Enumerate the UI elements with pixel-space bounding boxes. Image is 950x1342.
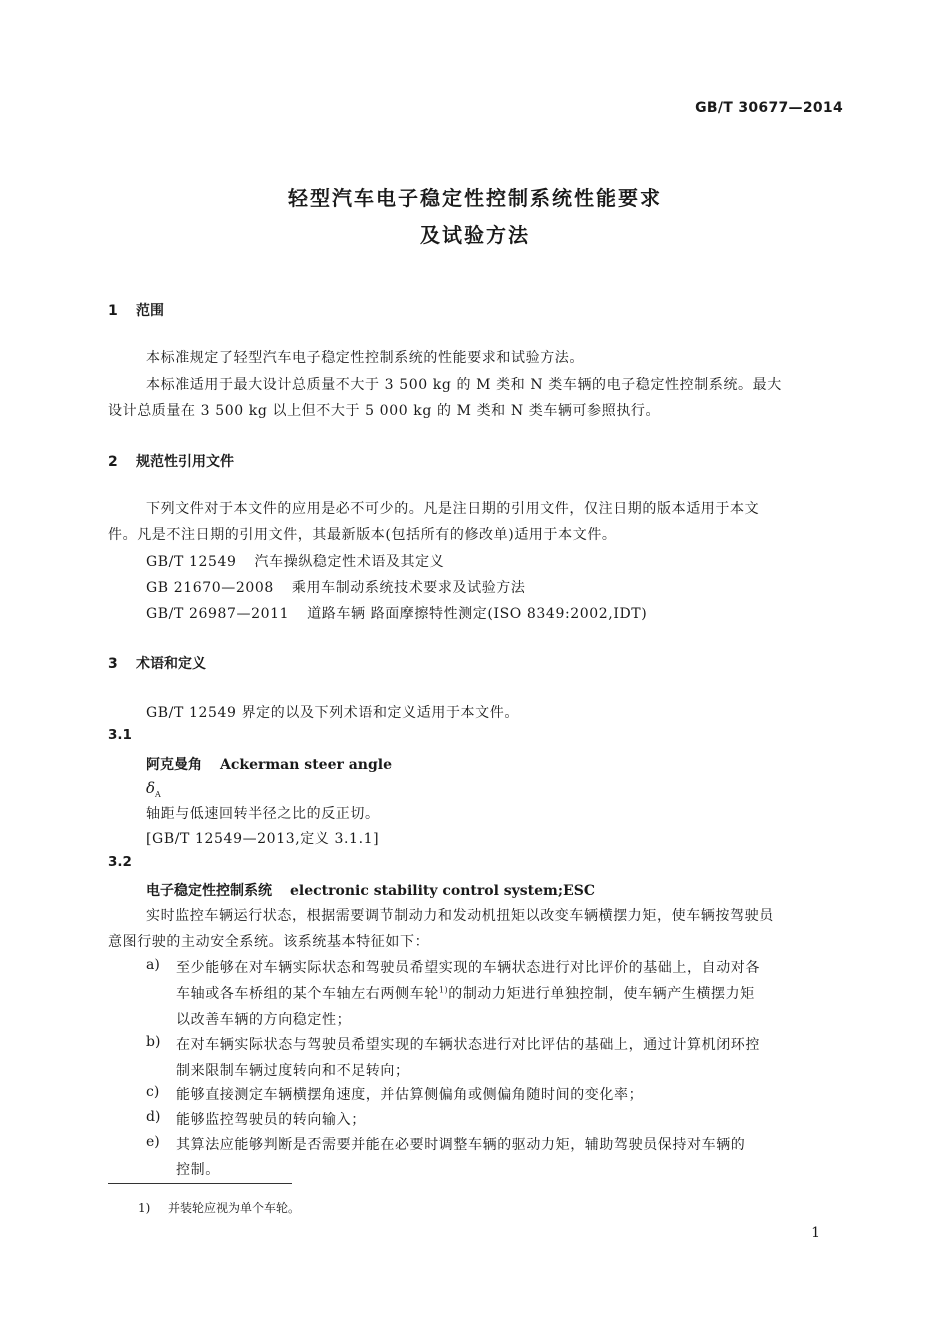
list-marker: b) [146, 1034, 161, 1050]
list-marker: c) [146, 1084, 160, 1100]
list-item-text-part: 的制动力矩进行单独控制，使车辆产生横摆力矩 [448, 986, 755, 1002]
reference-title: 汽车操纵稳定性术语及其定义 [254, 554, 445, 570]
term-heading [146, 754, 392, 774]
symbol-subscript: A [155, 790, 161, 799]
page-number: 1 [811, 1225, 820, 1241]
paragraph: 下列文件对于本文件的应用是必不可少的。凡是注日期的引用文件，仅注日期的版本适用于本文 [146, 501, 760, 517]
paragraph: 本标准规定了轻型汽车电子稳定性控制系统的性能要求和试验方法。 [146, 350, 584, 366]
footnote [138, 1199, 300, 1216]
paragraph: 设计总质量在 3 500 kg 以上但不大于 5 000 kg 的 M 类和 N 类车辆可参照执行。 [108, 403, 661, 419]
symbol-delta: δ [146, 779, 156, 797]
term-source: [GB/T 12549—2013,定义 3.1.1] [146, 831, 380, 847]
footnote-ref: 1) [438, 985, 449, 995]
section-1-heading [108, 300, 164, 320]
section-title: 规范性引用文件 [136, 454, 234, 470]
list-item-text: 能够监控驾驶员的转向输入； [176, 1112, 366, 1128]
clause-number: 3.2 [108, 854, 132, 870]
section-number: 3 [108, 656, 118, 672]
footnote-number: 1) [138, 1201, 151, 1215]
page-title-line-2: 及试验方法 [420, 223, 530, 247]
reference-item [146, 577, 526, 597]
section-title: 范围 [136, 303, 164, 319]
section-title: 术语和定义 [136, 656, 206, 672]
footnote-divider [108, 1183, 292, 1184]
paragraph: 件。凡是不注日期的引用文件，其最新版本(包括所有的修改单)适用于本文件。 [108, 527, 617, 543]
section-3-heading [108, 653, 206, 673]
list-item-text: 其算法应能够判断是否需要并能在必要时调整车辆的驱动力矩，辅助驾驶员保持对车辆的 [176, 1137, 746, 1153]
list-marker: a) [146, 957, 160, 973]
list-item-text: 至少能够在对车辆实际状态和驾驶员希望实现的车辆状态进行对比评价的基础上，自动对各 [176, 960, 760, 976]
term-en: Ackerman steer angle [220, 757, 392, 773]
reference-code: GB 21670—2008 [146, 580, 274, 596]
reference-code: GB/T 12549 [146, 554, 237, 570]
reference-title: 乘用车制动系统技术要求及试验方法 [291, 580, 526, 596]
section-number: 1 [108, 303, 118, 319]
list-item-text: 能够直接测定车辆横摆角速度，并估算侧偏角或侧偏角随时间的变化率； [176, 1087, 644, 1103]
term-cn: 电子稳定性控制系统 [146, 883, 272, 899]
reference-item [146, 603, 647, 623]
list-item-text: 控制。 [176, 1162, 220, 1178]
list-item-text: 在对车辆实际状态与驾驶员希望实现的车辆状态进行对比评估的基础上，通过计算机闭环控 [176, 1037, 760, 1053]
term-heading [146, 880, 595, 900]
list-item-text [176, 983, 755, 1003]
term-definition: 实时监控车辆运行状态，根据需要调节制动力和发动机扭矩以改变车辆横摆力矩，使车辆按驾驶员 [146, 908, 774, 924]
reference-code: GB/T 26987—2011 [146, 606, 290, 622]
term-definition: 轴距与低速回转半径之比的反正切。 [146, 806, 380, 822]
list-item-text: 以改善车辆的方向稳定性； [176, 1012, 352, 1028]
list-marker: e) [146, 1134, 160, 1150]
term-cn: 阿克曼角 [146, 757, 202, 773]
reference-item [146, 551, 444, 571]
term-symbol [146, 778, 161, 799]
page-title-line-1: 轻型汽车电子稳定性控制系统性能要求 [288, 186, 662, 210]
clause-number: 3.1 [108, 727, 132, 743]
paragraph: GB/T 12549 界定的以及下列术语和定义适用于本文件。 [146, 705, 519, 721]
reference-title: 道路车辆 路面摩擦特性测定(ISO 8349:2002,IDT) [307, 606, 648, 622]
section-number: 2 [108, 454, 118, 470]
standard-code: GB/T 30677—2014 [695, 100, 843, 116]
list-item-text-part: 车轴或各车桥组的某个车轴左右两侧车轮 [176, 986, 439, 1002]
list-marker: d) [146, 1109, 161, 1125]
paragraph: 本标准适用于最大设计总质量不大于 3 500 kg 的 M 类和 N 类车辆的电子稳定性控制系统。最大 [146, 377, 782, 393]
section-2-heading [108, 451, 234, 471]
term-en: electronic stability control system;ESC [290, 883, 595, 899]
list-item-text: 制来限制车辆过度转向和不足转向； [176, 1063, 410, 1079]
term-definition: 意图行驶的主动安全系统。该系统基本特征如下： [108, 934, 430, 950]
footnote-text: 并装轮应视为单个车轮。 [168, 1201, 301, 1215]
